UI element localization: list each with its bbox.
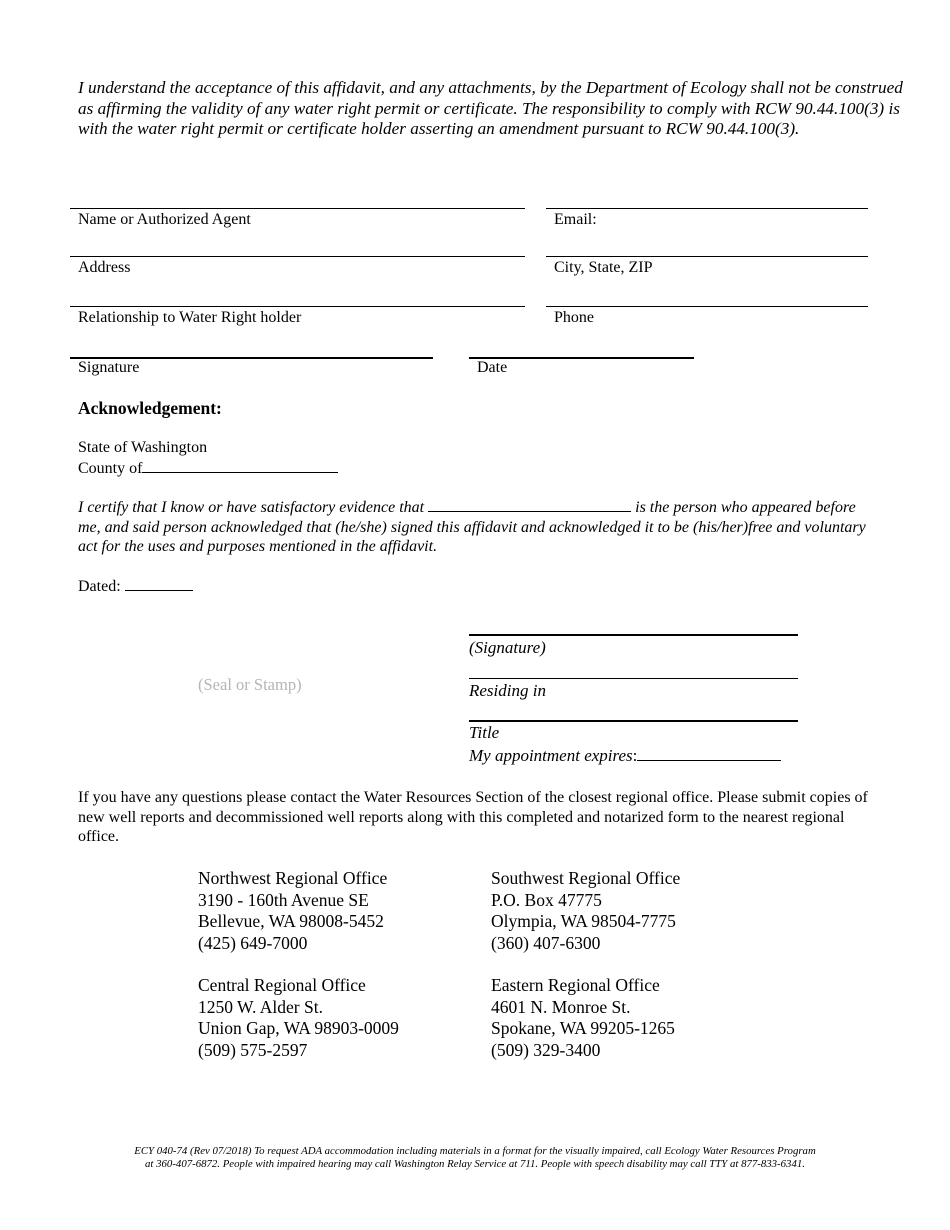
office-eastern bbox=[491, 975, 675, 1061]
email-label: Email: bbox=[554, 211, 597, 228]
office-phone: (425) 649-7000 bbox=[198, 932, 308, 953]
dated-label: Dated: bbox=[78, 578, 121, 595]
office-central bbox=[198, 975, 399, 1061]
footer-line-2: at 360-407-6872. People with impaired hearing may call Washington Relay Service at 711. People with speech disability may call TTY at 877-833-6341. bbox=[145, 1158, 805, 1170]
office-name: Eastern Regional Office bbox=[491, 975, 660, 995]
county-label: County of bbox=[78, 460, 143, 477]
signature-label: Signature bbox=[78, 359, 140, 376]
office-city: Olympia, WA 98504-7775 bbox=[491, 911, 676, 931]
appointment-label: My appointment expires bbox=[469, 746, 633, 765]
phone-line[interactable] bbox=[546, 306, 868, 307]
office-name: Southwest Regional Office bbox=[491, 868, 681, 888]
footer-notice bbox=[60, 1145, 890, 1171]
title-line[interactable] bbox=[469, 720, 798, 722]
seal-placeholder: (Seal or Stamp) bbox=[198, 675, 302, 694]
office-northwest bbox=[198, 868, 387, 954]
email-line[interactable] bbox=[546, 208, 868, 209]
relationship-line[interactable] bbox=[70, 306, 525, 307]
county-blank[interactable] bbox=[142, 458, 338, 473]
name-agent-label: Name or Authorized Agent bbox=[78, 211, 251, 228]
person-name-blank[interactable] bbox=[428, 497, 631, 512]
certify-text-1: I certify that I know or have satisfactory evidence that bbox=[78, 499, 425, 516]
office-city: Union Gap, WA 98903-0009 bbox=[198, 1018, 399, 1038]
notary-signature-label: (Signature) bbox=[469, 638, 546, 657]
office-name: Central Regional Office bbox=[198, 975, 366, 995]
appointment-row: My appointment expires: bbox=[469, 745, 781, 766]
office-street: 4601 N. Monroe St. bbox=[491, 996, 631, 1017]
city-state-zip-line[interactable] bbox=[546, 256, 868, 257]
residing-line[interactable] bbox=[469, 678, 798, 679]
acknowledgement-heading: Acknowledgement: bbox=[78, 398, 222, 418]
office-phone: (360) 407-6300 bbox=[491, 932, 601, 953]
dated-row bbox=[78, 576, 193, 597]
certify-paragraph bbox=[78, 497, 878, 557]
office-street: 3190 - 160th Avenue SE bbox=[198, 889, 369, 910]
name-agent-line[interactable] bbox=[70, 208, 525, 209]
city-state-zip-label: City, State, ZIP bbox=[554, 259, 653, 276]
contact-paragraph: If you have any questions please contact the Water Resources Section of the closest regional office. Please submit copies of new well reports and decommissioned well reports along with this completed and notarized form to the nearest regional office. bbox=[78, 789, 868, 845]
office-city: Bellevue, WA 98008-5452 bbox=[198, 911, 384, 931]
office-phone: (509) 329-3400 bbox=[491, 1039, 601, 1060]
phone-label: Phone bbox=[554, 309, 594, 326]
state-label: State of Washington bbox=[78, 439, 208, 456]
title-label: Title bbox=[469, 723, 500, 742]
address-label: Address bbox=[78, 259, 131, 276]
office-name: Northwest Regional Office bbox=[198, 868, 388, 888]
office-phone: (509) 575-2597 bbox=[198, 1039, 308, 1060]
notary-signature-line[interactable] bbox=[469, 634, 798, 636]
relationship-label: Relationship to Water Right holder bbox=[78, 309, 302, 326]
county-row bbox=[78, 458, 338, 479]
date-label: Date bbox=[477, 359, 508, 376]
office-street: P.O. Box 47775 bbox=[491, 889, 602, 910]
certify-text-2: is the person who appeared before me, and said person acknowledged that (he/she) signed this affidavit and acknowledged it to be (his/her)free and voluntary act for the uses and purposes mentioned in the affidavit. bbox=[78, 499, 866, 555]
office-southwest bbox=[491, 868, 680, 954]
dated-blank[interactable] bbox=[125, 576, 193, 591]
intro-paragraph: I understand the acceptance of this affidavit, and any attachments, by the Department of Ecology shall not be construed as affirming the validity of any water right permit or certificate. The responsibility to comply with RCW 90.44.100(3) is with the water right permit or certificate holder asserting an amendment pursuant to RCW 90.44.100(3). bbox=[78, 78, 903, 138]
office-city: Spokane, WA 99205-1265 bbox=[491, 1018, 675, 1038]
address-line[interactable] bbox=[70, 256, 525, 257]
footer-line-1: ECY 040-74 (Rev 07/2018) To request ADA accommodation including materials in a format for the visually impaired, call Ecology Water Resources Program bbox=[134, 1145, 816, 1157]
appointment-blank[interactable] bbox=[637, 745, 781, 761]
office-street: 1250 W. Alder St. bbox=[198, 996, 323, 1017]
residing-label: Residing in bbox=[469, 681, 546, 700]
